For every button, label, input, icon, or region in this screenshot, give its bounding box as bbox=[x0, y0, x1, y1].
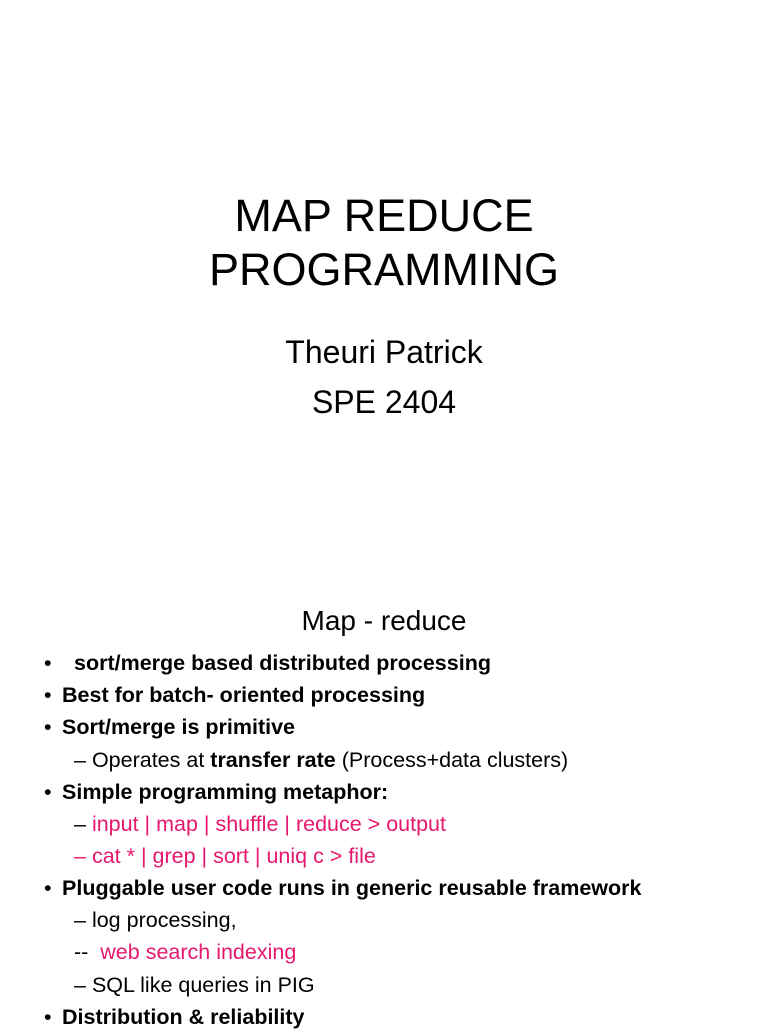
sub-bullet-suffix: (Process+data clusters) bbox=[335, 748, 569, 772]
dash-icon: – bbox=[74, 973, 86, 997]
dash-icon: – bbox=[74, 844, 86, 868]
bullet-icon: • bbox=[44, 683, 52, 707]
sub-bullet-bold: transfer rate bbox=[210, 748, 336, 772]
slide-title-line-1: MAP REDUCE bbox=[234, 190, 534, 241]
bullet-text: sort/merge based distributed processing bbox=[74, 651, 491, 675]
bullet-text: Sort/merge is primitive bbox=[62, 715, 295, 739]
author-name: Theuri Patrick bbox=[285, 334, 483, 370]
sub-bullet-text bbox=[74, 744, 568, 776]
map-reduce-slide bbox=[0, 580, 768, 1029]
bullet-icon: • bbox=[44, 651, 52, 675]
course-code: SPE 2404 bbox=[311, 384, 457, 420]
sub-bullet-text bbox=[74, 936, 296, 968]
slide-heading: Map - reduce bbox=[301, 605, 467, 636]
sub-bullet-text bbox=[74, 969, 315, 1001]
dash-icon: – bbox=[74, 748, 86, 772]
sub-bullet-content: web search indexing bbox=[100, 940, 297, 964]
pipeline-text: input | map | shuffle | reduce > output bbox=[91, 812, 446, 836]
bullet-text: Distribution & reliability bbox=[62, 1005, 305, 1029]
dash-icon: – bbox=[74, 908, 86, 932]
bullet-icon: • bbox=[44, 780, 52, 804]
sub-bullet-content: log processing, bbox=[91, 908, 237, 932]
double-dash-icon: -- bbox=[74, 940, 89, 964]
bullet-icon: • bbox=[44, 876, 52, 900]
bullet-icon: • bbox=[44, 715, 52, 739]
bullet-text: Simple programming metaphor: bbox=[62, 780, 389, 804]
sub-bullet-content: SQL like queries in PIG bbox=[91, 973, 315, 997]
sub-bullet-text bbox=[74, 840, 376, 872]
bullet-text: Pluggable user code runs in generic reusable framework bbox=[62, 876, 642, 900]
sub-bullet-text bbox=[74, 904, 237, 936]
sub-bullet-text bbox=[74, 808, 446, 840]
dash-icon: – bbox=[74, 812, 86, 836]
shell-command-text: cat * | grep | sort | uniq c > file bbox=[91, 844, 376, 868]
bullet-icon: • bbox=[44, 1005, 52, 1029]
slide-title-line-2: PROGRAMMING bbox=[208, 244, 559, 295]
sub-bullet-prefix: Operates at bbox=[91, 748, 211, 772]
bullet-text: Best for batch- oriented processing bbox=[62, 683, 426, 707]
